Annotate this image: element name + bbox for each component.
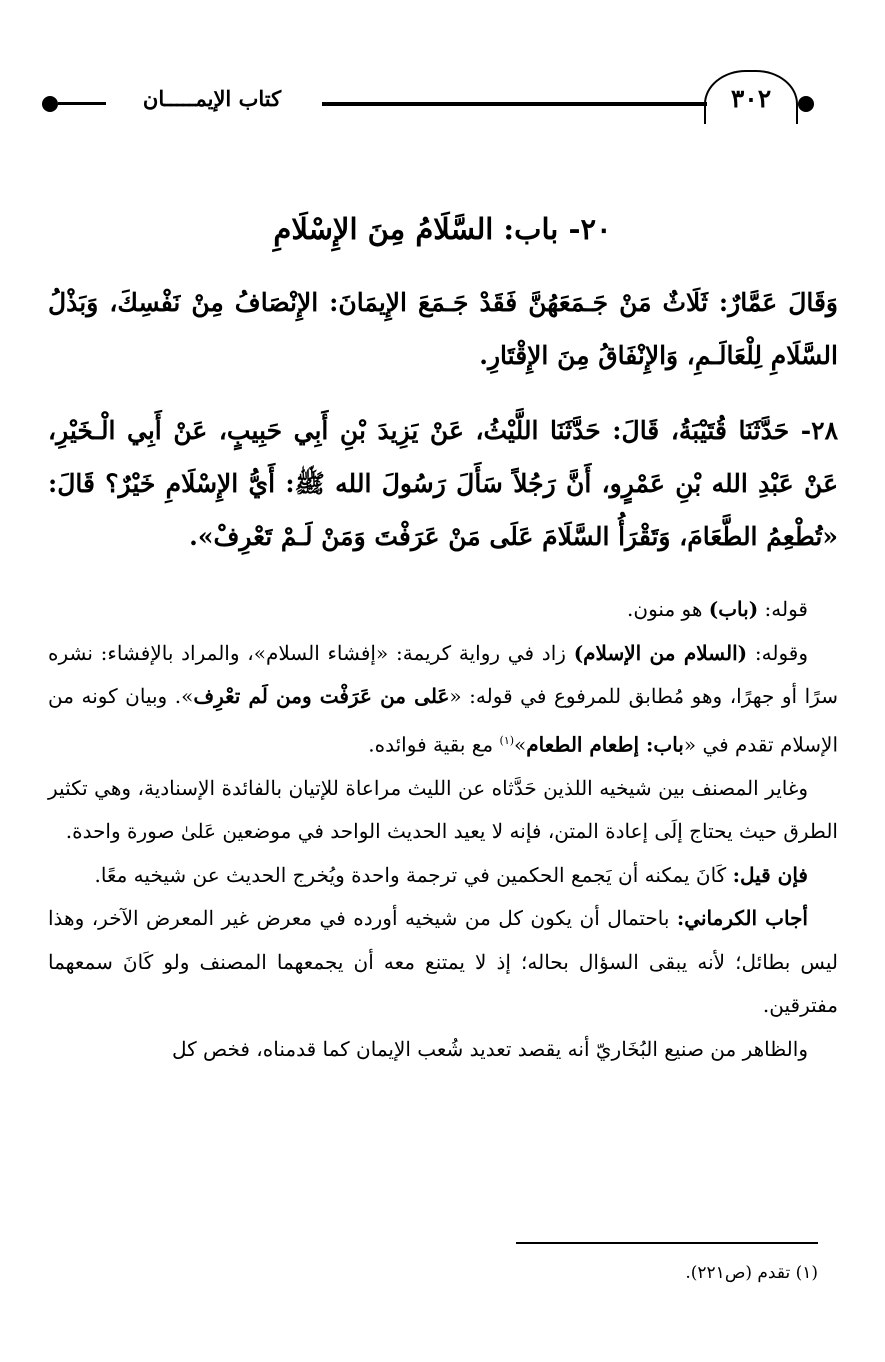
commentary-paragraph: قوله: (باب) هو منون. — [627, 597, 808, 621]
footnote-ref: (١) — [499, 733, 515, 747]
commentary-paragraph: وقوله: (السلام من الإسلام) زاد في رواية كريمة: «إفشاء السلام»، والمراد بالإفشاء: نشره سرًا أو جهرًا، وهو مُطابق للمرفوع في قوله: «عَلى من عَرَفْت ومن لَم تعْرِف». وبيان كونه من الإسلام تقدم في «باب: إطعام الطعام»$^{(١)}$ مع بقية فوائده. — [48, 640, 838, 757]
commentary-paragraph: فإن قيل: كَانَ يمكنه أن يَجمع الحكمين في ترجمة واحدة ويُخرج الحديث عن شيخيه معًا. — [94, 862, 808, 887]
header-rule-short — [58, 102, 106, 105]
commentary — [48, 588, 838, 1071]
commentary-paragraph: والظاهر من صنيع البُخَاريّ أنه يقصد تعديد شُعب الإيمان كما قدمناه، فخص كل — [171, 1036, 808, 1061]
ornament-dot-icon — [798, 96, 814, 112]
ornament-dot-icon — [42, 96, 58, 112]
running-title: كتاب الإيمـــــان — [142, 86, 282, 111]
running-header — [0, 70, 885, 140]
header-rule — [322, 102, 707, 106]
footnote: (١) تقدم (ص٢٢١). — [685, 1263, 818, 1283]
commentary-paragraph: وغاير المصنف بين شيخيه اللذين حَدَّثاه عن الليث مراعاة للإتيان بالفائدة الإسنادية، وهي تكثير الطرق حيث يحتاج إلَى إعادة المتن، فإنه لا يعيد الحديث الواحد في موضعين عَلىٰ صورة واحدة. — [48, 775, 838, 844]
chapter-title: ٢٠- باب: السَّلَامُ مِنَ الإِسْلَامِ — [273, 212, 612, 246]
page-number: ٣٠٢ — [704, 70, 798, 124]
matn-hadith: ٢٨- حَدَّثَنَا قُتَيْبَةُ، قَالَ: حَدَّثَنَا اللَّيْثُ، عَنْ يَزِيدَ بْنِ أَبِي حَبِيبٍ، عَنْ أَبِي الْـخَيْرِ، عَنْ عَبْدِ الله بْنِ عَمْرٍو، أَنَّ رَجُلاً سَأَلَ رَسُولَ الله ﷺ: أَيُّ الإِسْلَامِ خَيْرٌ؟ قَالَ: «تُطْعِمُ الطَّعَامَ، وَتَقْرَأُ السَّلَامَ عَلَى مَنْ عَرَفْتَ وَمَنْ لَـمْ تَعْرِفْ». — [48, 416, 838, 551]
footnote-rule — [516, 1242, 818, 1244]
matn-athar: وَقَالَ عَمَّارٌ: ثَلَاثٌ مَنْ جَـمَعَهُنَّ فَقَدْ جَـمَعَ الإِيمَانَ: الإِنْصَافُ مِنْ نَفْسِكَ، وَبَذْلُ السَّلَامِ لِلْعَالَـمِ، وَالإِنْفَاقُ مِنَ الإِقْتَارِ. — [48, 288, 838, 370]
commentary-paragraph: أجاب الكرماني: باحتمال أن يكون كل من شيخيه أورده في معرض غير المعرض الآخر، وهذا ليس بطائل؛ لأنه يبقى السؤال بحاله؛ إذ لا يمتنع معه أن يجمعهما المصنف ولو كَانَ سمعهما مفترقين. — [48, 906, 838, 1018]
